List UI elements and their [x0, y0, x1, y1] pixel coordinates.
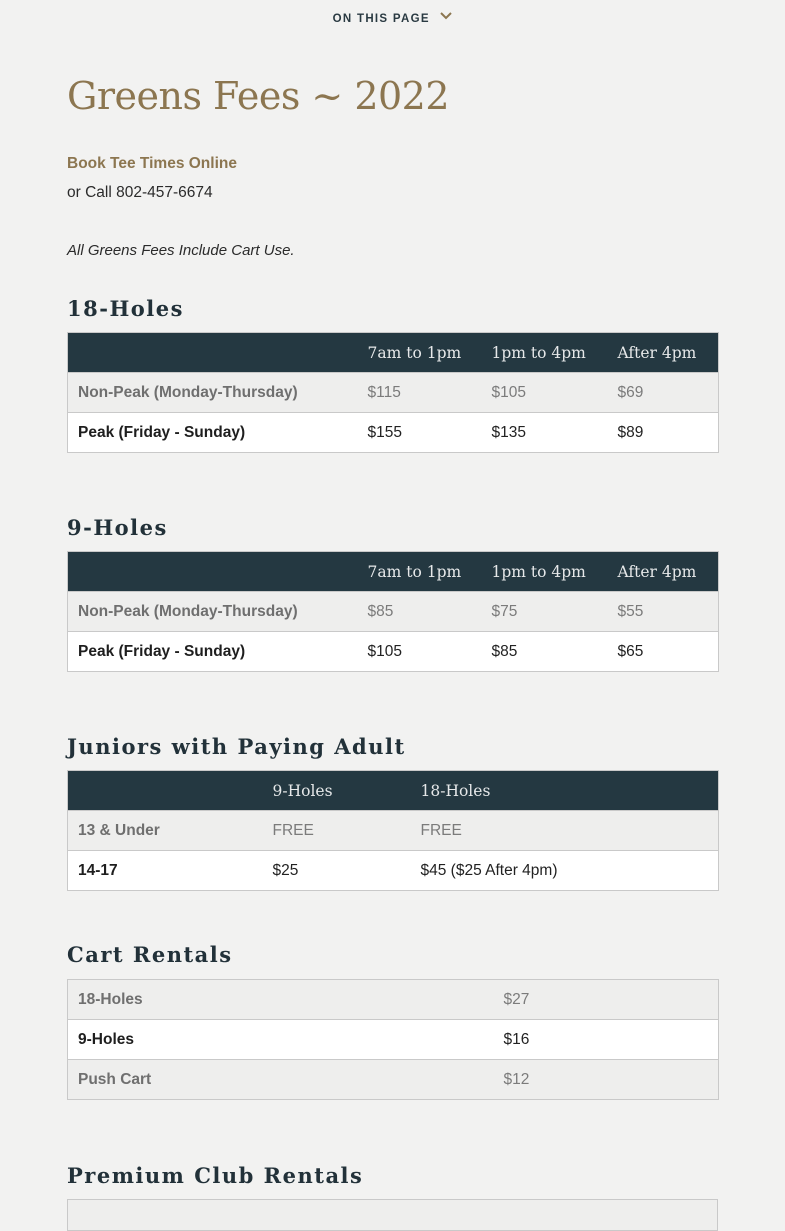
row-label: Peak (Friday - Sunday) — [68, 632, 358, 672]
table-row — [68, 1060, 719, 1100]
table-row — [68, 980, 719, 1020]
table-header-row — [68, 552, 719, 592]
table-header-row — [68, 771, 719, 811]
row-label: 13 & Under — [68, 811, 263, 851]
row-label: 14-17 — [68, 851, 263, 891]
section-heading-18-holes: 18-Holes — [67, 296, 184, 321]
table-cart-rentals — [67, 979, 719, 1100]
book-tee-times-link[interactable]: Book Tee Times Online — [67, 155, 237, 172]
price-cell: FREE — [411, 811, 719, 851]
on-this-page-label: ON THIS PAGE — [332, 13, 430, 25]
column-header: 9-Holes — [263, 771, 411, 811]
price-cell: $105 — [482, 373, 608, 413]
table-juniors — [67, 770, 719, 891]
column-header — [68, 771, 263, 811]
chevron-down-icon — [440, 11, 452, 23]
row-label: Non-Peak (Monday-Thursday) — [68, 592, 358, 632]
column-header: 1pm to 4pm — [482, 333, 608, 373]
price-cell: $155 — [358, 413, 482, 453]
price-cell: $89 — [608, 413, 719, 453]
price-cell: $55 — [608, 592, 719, 632]
price-cell: $105 — [358, 632, 482, 672]
table-row — [68, 632, 719, 672]
page-title: Greens Fees ~ 2022 — [67, 74, 450, 118]
table-row — [68, 1020, 719, 1060]
column-header: 18-Holes — [411, 771, 719, 811]
row-label: Non-Peak (Monday-Thursday) — [68, 373, 358, 413]
table-9-holes — [67, 551, 719, 672]
table-premium-club-rentals — [67, 1199, 718, 1231]
row-label: 9-Holes — [68, 1020, 494, 1060]
column-header — [68, 333, 358, 373]
table-row — [68, 592, 719, 632]
section-heading-9-holes: 9-Holes — [67, 515, 168, 540]
price-cell: $45 ($25 After 4pm) — [411, 851, 719, 891]
price-cell: $85 — [358, 592, 482, 632]
column-header — [68, 552, 358, 592]
call-phone-text: or Call 802-457-6674 — [67, 184, 213, 201]
table-header-row — [68, 333, 719, 373]
price-cell: $12 — [494, 1060, 719, 1100]
table-row — [68, 413, 719, 453]
section-heading-cart-rentals: Cart Rentals — [67, 942, 233, 967]
cart-included-note: All Greens Fees Include Cart Use. — [67, 242, 295, 259]
price-cell: $115 — [358, 373, 482, 413]
column-header: 7am to 1pm — [358, 333, 482, 373]
table-18-holes — [67, 332, 719, 453]
table-row — [68, 373, 719, 413]
row-label: Peak (Friday - Sunday) — [68, 413, 358, 453]
section-heading-premium-club-rentals: Premium Club Rentals — [67, 1163, 364, 1188]
price-cell: $25 — [263, 851, 411, 891]
price-cell: $65 — [608, 632, 719, 672]
row-label: Push Cart — [68, 1060, 494, 1100]
price-cell: $85 — [482, 632, 608, 672]
column-header: After 4pm — [608, 333, 719, 373]
row-label: 18-Holes — [68, 980, 494, 1020]
column-header: After 4pm — [608, 552, 719, 592]
on-this-page-toggle[interactable] — [0, 13, 785, 25]
column-header: 7am to 1pm — [358, 552, 482, 592]
price-cell: $135 — [482, 413, 608, 453]
price-cell: $16 — [494, 1020, 719, 1060]
section-heading-juniors: Juniors with Paying Adult — [67, 734, 406, 759]
price-cell: FREE — [263, 811, 411, 851]
price-cell: $69 — [608, 373, 719, 413]
price-cell: $27 — [494, 980, 719, 1020]
price-cell: $75 — [482, 592, 608, 632]
column-header: 1pm to 4pm — [482, 552, 608, 592]
table-row — [68, 851, 719, 891]
table-row — [68, 811, 719, 851]
